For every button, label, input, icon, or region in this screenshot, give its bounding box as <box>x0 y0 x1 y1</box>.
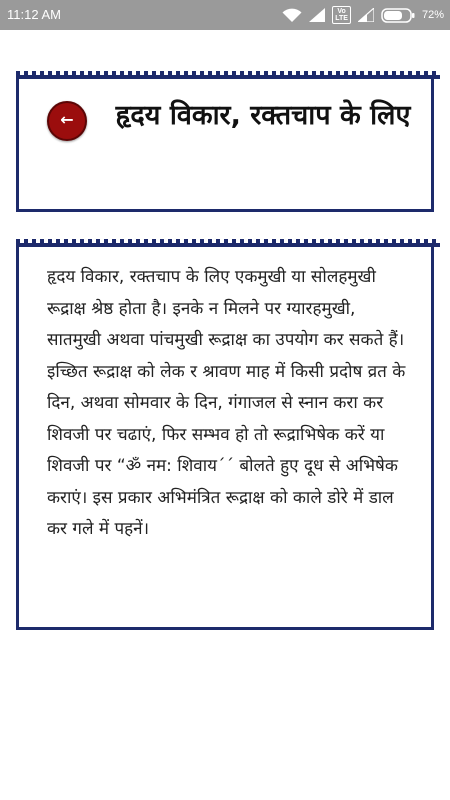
status-bar <box>0 0 450 30</box>
battery-icon <box>381 8 415 23</box>
article-body: हृदय विकार, रक्तचाप के लिए एकमुखी या सोलहमुखी रूद्राक्ष श्रेष्ठ होता है। इनके न मिलने पर ग्यारहमुखी, सातमुखी अथवा पांचमुखी रूद्राक्ष का उपयोग कर सकते हैं। इच्छित रूद्राक्ष को लेक र श्रावण माह में किसी प्रदोष व्रत के दिन, अथवा सोमवार के दिन, गंगाजल से स्नान करा कर शिवजी पर चढाएं, फिर सम्भव हो तो रूद्राभिषेक करें या शिवजी पर “ॐ नम: शिवाय´´ बोलते हुए दूध से अभिषेक कराएं। इस प्रकार अभिमंत्रित रूद्राक्ष को काले डोरे में डाल कर गले में पहनें। <box>47 267 406 539</box>
back-arrow-icon: ← <box>60 110 74 129</box>
signal-icon-secondary <box>358 8 374 22</box>
signal-icon <box>309 8 325 22</box>
status-time: 11:12 AM <box>7 7 61 22</box>
back-button[interactable] <box>47 101 87 141</box>
header-card <box>16 78 434 212</box>
content-card <box>16 246 434 630</box>
battery-percent: 72% <box>421 9 444 21</box>
page-title: हृदय विकार, रक्तचाप के लिए <box>115 100 411 131</box>
volte-label-bottom: LTE <box>335 15 348 22</box>
status-icons <box>275 5 444 25</box>
volte-icon <box>332 6 351 24</box>
decorative-border-top <box>16 71 440 79</box>
volte-label-top: Vo <box>337 8 346 15</box>
wifi-icon <box>282 8 302 23</box>
decorative-border-top <box>16 239 440 247</box>
